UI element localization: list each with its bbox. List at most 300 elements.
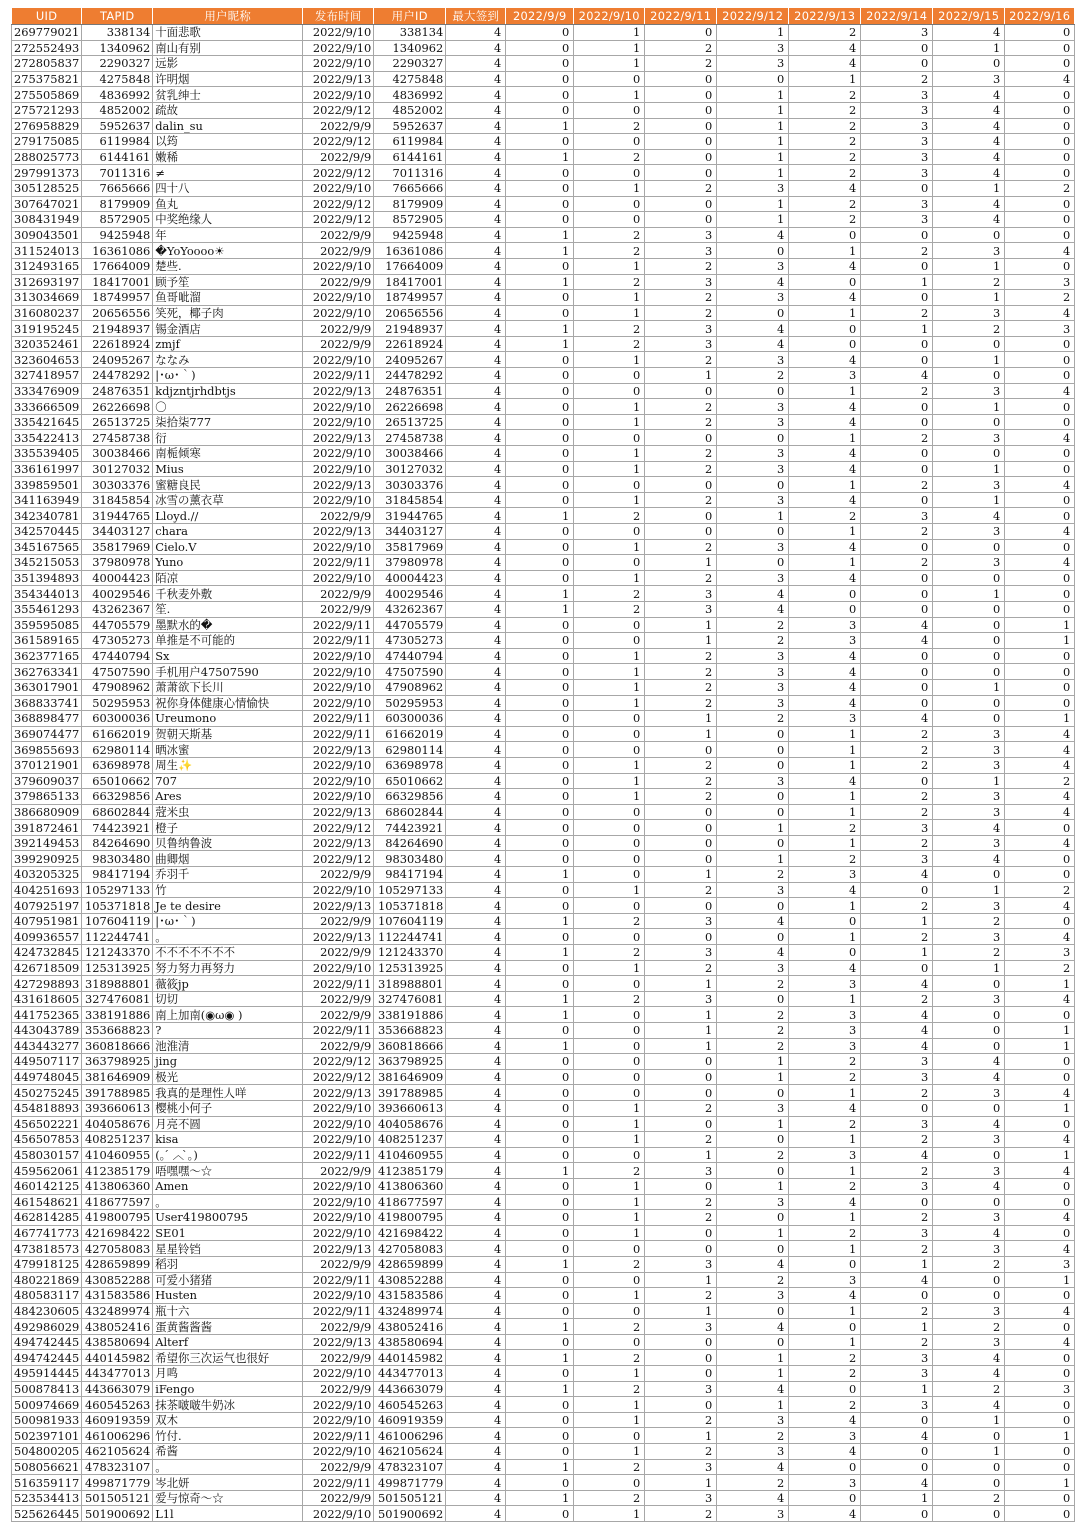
cell-day-0916[interactable]: 0 bbox=[1005, 851, 1075, 867]
cell-user-id[interactable]: 404058676 bbox=[374, 1116, 446, 1132]
cell-user-id[interactable]: 460919359 bbox=[374, 1412, 446, 1428]
table-row[interactable] bbox=[12, 867, 1075, 883]
table-row[interactable] bbox=[12, 835, 1075, 851]
cell-day-0912[interactable]: 1 bbox=[717, 212, 789, 228]
cell-user-id[interactable]: 431583586 bbox=[374, 1288, 446, 1304]
cell-day-0911[interactable]: 1 bbox=[645, 711, 717, 727]
cell-max-sign-in[interactable]: 4 bbox=[446, 446, 506, 462]
cell-publish-time[interactable]: 2022/9/13 bbox=[303, 430, 374, 446]
cell-publish-time[interactable]: 2022/9/11 bbox=[303, 1023, 374, 1039]
cell-day-0914[interactable]: 4 bbox=[861, 1147, 933, 1163]
cell-uid[interactable]: 407925197 bbox=[12, 898, 82, 914]
cell-uid[interactable]: 391872461 bbox=[12, 820, 82, 836]
cell-day-0914[interactable]: 0 bbox=[861, 695, 933, 711]
cell-uid[interactable]: 361589165 bbox=[12, 633, 82, 649]
cell-max-sign-in[interactable]: 4 bbox=[446, 430, 506, 446]
cell-day-0913[interactable]: 2 bbox=[789, 196, 861, 212]
cell-day-0911[interactable]: 0 bbox=[645, 804, 717, 820]
cell-publish-time[interactable]: 2022/9/11 bbox=[303, 1428, 374, 1444]
cell-tapid[interactable]: 24478292 bbox=[82, 368, 153, 384]
cell-day-0915[interactable]: 3 bbox=[933, 524, 1005, 540]
table-row[interactable] bbox=[12, 882, 1075, 898]
table-row[interactable] bbox=[12, 414, 1075, 430]
cell-day-0909[interactable]: 0 bbox=[506, 1303, 574, 1319]
cell-day-0915[interactable]: 4 bbox=[933, 87, 1005, 103]
cell-day-0916[interactable]: 0 bbox=[1005, 196, 1075, 212]
cell-nickname[interactable]: 四十八 bbox=[153, 180, 303, 196]
cell-day-0914[interactable]: 0 bbox=[861, 648, 933, 664]
cell-publish-time[interactable]: 2022/9/9 bbox=[303, 118, 374, 134]
cell-user-id[interactable]: 419800795 bbox=[374, 1210, 446, 1226]
cell-max-sign-in[interactable]: 4 bbox=[446, 1366, 506, 1382]
cell-nickname[interactable]: 不不不不不不不 bbox=[153, 945, 303, 961]
cell-day-0916[interactable]: 0 bbox=[1005, 165, 1075, 181]
cell-uid[interactable]: 316080237 bbox=[12, 305, 82, 321]
cell-day-0909[interactable]: 0 bbox=[506, 1194, 574, 1210]
cell-day-0910[interactable]: 1 bbox=[574, 1178, 645, 1194]
cell-day-0914[interactable]: 2 bbox=[861, 898, 933, 914]
cell-publish-time[interactable]: 2022/9/9 bbox=[303, 1038, 374, 1054]
cell-max-sign-in[interactable]: 4 bbox=[446, 414, 506, 430]
cell-nickname[interactable]: User419800795 bbox=[153, 1210, 303, 1226]
cell-tapid[interactable]: 432489974 bbox=[82, 1303, 153, 1319]
cell-max-sign-in[interactable]: 4 bbox=[446, 633, 506, 649]
cell-day-0913[interactable]: 4 bbox=[789, 1194, 861, 1210]
cell-day-0915[interactable]: 4 bbox=[933, 1178, 1005, 1194]
cell-tapid[interactable]: 393660613 bbox=[82, 1100, 153, 1116]
cell-day-0910[interactable]: 0 bbox=[574, 368, 645, 384]
cell-tapid[interactable]: 8179909 bbox=[82, 196, 153, 212]
cell-day-0915[interactable]: 0 bbox=[933, 414, 1005, 430]
cell-uid[interactable]: 272805837 bbox=[12, 56, 82, 72]
cell-day-0914[interactable]: 2 bbox=[861, 1210, 933, 1226]
cell-publish-time[interactable]: 2022/9/13 bbox=[303, 71, 374, 87]
cell-day-0914[interactable]: 1 bbox=[861, 321, 933, 337]
cell-day-0916[interactable]: 0 bbox=[1005, 867, 1075, 883]
cell-user-id[interactable]: 47440794 bbox=[374, 648, 446, 664]
cell-day-0916[interactable]: 1 bbox=[1005, 1038, 1075, 1054]
cell-day-0910[interactable]: 0 bbox=[574, 524, 645, 540]
cell-day-0916[interactable]: 0 bbox=[1005, 461, 1075, 477]
cell-day-0911[interactable]: 1 bbox=[645, 1023, 717, 1039]
cell-day-0912[interactable]: 3 bbox=[717, 1288, 789, 1304]
cell-publish-time[interactable]: 2022/9/10 bbox=[303, 1116, 374, 1132]
cell-day-0914[interactable]: 4 bbox=[861, 867, 933, 883]
cell-user-id[interactable]: 84264690 bbox=[374, 835, 446, 851]
cell-uid[interactable]: 369855693 bbox=[12, 742, 82, 758]
cell-day-0910[interactable]: 1 bbox=[574, 773, 645, 789]
cell-day-0913[interactable]: 3 bbox=[789, 1475, 861, 1491]
cell-day-0914[interactable]: 2 bbox=[861, 929, 933, 945]
cell-day-0911[interactable]: 1 bbox=[645, 555, 717, 571]
cell-uid[interactable]: 431618605 bbox=[12, 991, 82, 1007]
cell-day-0913[interactable]: 1 bbox=[789, 1085, 861, 1101]
cell-day-0914[interactable]: 4 bbox=[861, 633, 933, 649]
cell-publish-time[interactable]: 2022/9/9 bbox=[303, 586, 374, 602]
cell-tapid[interactable]: 421698422 bbox=[82, 1225, 153, 1241]
table-row[interactable] bbox=[12, 1194, 1075, 1210]
cell-day-0912[interactable]: 0 bbox=[717, 991, 789, 1007]
cell-day-0913[interactable]: 2 bbox=[789, 851, 861, 867]
cell-publish-time[interactable]: 2022/9/9 bbox=[303, 508, 374, 524]
table-row[interactable] bbox=[12, 617, 1075, 633]
cell-uid[interactable]: 404251693 bbox=[12, 882, 82, 898]
cell-day-0915[interactable]: 3 bbox=[933, 835, 1005, 851]
cell-uid[interactable]: 450275245 bbox=[12, 1085, 82, 1101]
cell-day-0911[interactable]: 0 bbox=[645, 118, 717, 134]
cell-day-0910[interactable]: 2 bbox=[574, 991, 645, 1007]
cell-day-0909[interactable]: 1 bbox=[506, 586, 574, 602]
cell-tapid[interactable]: 43262367 bbox=[82, 601, 153, 617]
cell-day-0912[interactable]: 0 bbox=[717, 929, 789, 945]
cell-max-sign-in[interactable]: 4 bbox=[446, 976, 506, 992]
cell-day-0915[interactable]: 0 bbox=[933, 1272, 1005, 1288]
cell-publish-time[interactable]: 2022/9/12 bbox=[303, 212, 374, 228]
cell-day-0911[interactable]: 0 bbox=[645, 102, 717, 118]
cell-day-0912[interactable]: 2 bbox=[717, 711, 789, 727]
cell-day-0914[interactable]: 4 bbox=[861, 711, 933, 727]
table-row[interactable] bbox=[12, 243, 1075, 259]
cell-user-id[interactable]: 18749957 bbox=[374, 290, 446, 306]
cell-day-0914[interactable]: 0 bbox=[861, 180, 933, 196]
cell-day-0911[interactable]: 2 bbox=[645, 789, 717, 805]
cell-day-0910[interactable]: 1 bbox=[574, 570, 645, 586]
cell-nickname[interactable]: zmjf bbox=[153, 336, 303, 352]
cell-tapid[interactable]: 50295953 bbox=[82, 695, 153, 711]
cell-day-0909[interactable]: 0 bbox=[506, 555, 574, 571]
cell-day-0911[interactable]: 2 bbox=[645, 399, 717, 415]
cell-uid[interactable]: 312493165 bbox=[12, 258, 82, 274]
cell-publish-time[interactable]: 2022/9/11 bbox=[303, 555, 374, 571]
cell-user-id[interactable]: 50295953 bbox=[374, 695, 446, 711]
cell-uid[interactable]: 525626445 bbox=[12, 1506, 82, 1522]
cell-uid[interactable]: 319195245 bbox=[12, 321, 82, 337]
cell-day-0915[interactable]: 0 bbox=[933, 711, 1005, 727]
cell-day-0913[interactable]: 1 bbox=[789, 898, 861, 914]
cell-day-0913[interactable]: 1 bbox=[789, 726, 861, 742]
cell-day-0915[interactable]: 0 bbox=[933, 1475, 1005, 1491]
cell-day-0915[interactable]: 0 bbox=[933, 1147, 1005, 1163]
cell-uid[interactable]: 480583117 bbox=[12, 1288, 82, 1304]
table-row[interactable] bbox=[12, 1272, 1075, 1288]
cell-tapid[interactable]: 35817969 bbox=[82, 539, 153, 555]
cell-day-0909[interactable]: 0 bbox=[506, 1428, 574, 1444]
cell-day-0911[interactable]: 2 bbox=[645, 1506, 717, 1522]
cell-day-0913[interactable]: 2 bbox=[789, 1178, 861, 1194]
cell-max-sign-in[interactable]: 4 bbox=[446, 1319, 506, 1335]
cell-nickname[interactable]: ななみ bbox=[153, 352, 303, 368]
cell-user-id[interactable]: 7011316 bbox=[374, 165, 446, 181]
cell-user-id[interactable]: 105297133 bbox=[374, 882, 446, 898]
cell-user-id[interactable]: 5952637 bbox=[374, 118, 446, 134]
cell-day-0915[interactable]: 4 bbox=[933, 196, 1005, 212]
cell-day-0916[interactable]: 0 bbox=[1005, 1459, 1075, 1475]
cell-user-id[interactable]: 40004423 bbox=[374, 570, 446, 586]
cell-day-0909[interactable]: 0 bbox=[506, 461, 574, 477]
cell-day-0915[interactable]: 2 bbox=[933, 321, 1005, 337]
cell-day-0910[interactable]: 0 bbox=[574, 1272, 645, 1288]
cell-user-id[interactable]: 6119984 bbox=[374, 134, 446, 150]
cell-day-0913[interactable]: 0 bbox=[789, 1459, 861, 1475]
cell-publish-time[interactable]: 2022/9/10 bbox=[303, 399, 374, 415]
cell-user-id[interactable]: 121243370 bbox=[374, 945, 446, 961]
table-row[interactable] bbox=[12, 1475, 1075, 1491]
cell-day-0912[interactable]: 1 bbox=[717, 1178, 789, 1194]
cell-tapid[interactable]: 40004423 bbox=[82, 570, 153, 586]
cell-publish-time[interactable]: 2022/9/12 bbox=[303, 196, 374, 212]
cell-day-0910[interactable]: 0 bbox=[574, 102, 645, 118]
cell-tapid[interactable]: 30038466 bbox=[82, 446, 153, 462]
table-row[interactable] bbox=[12, 196, 1075, 212]
cell-max-sign-in[interactable]: 4 bbox=[446, 508, 506, 524]
cell-day-0915[interactable]: 2 bbox=[933, 1319, 1005, 1335]
cell-max-sign-in[interactable]: 4 bbox=[446, 71, 506, 87]
cell-day-0914[interactable]: 0 bbox=[861, 586, 933, 602]
cell-day-0916[interactable]: 4 bbox=[1005, 898, 1075, 914]
cell-day-0911[interactable]: 2 bbox=[645, 664, 717, 680]
cell-nickname[interactable]: jing bbox=[153, 1054, 303, 1070]
cell-day-0915[interactable]: 0 bbox=[933, 1428, 1005, 1444]
cell-day-0911[interactable]: 0 bbox=[645, 212, 717, 228]
cell-tapid[interactable]: 428659899 bbox=[82, 1256, 153, 1272]
cell-day-0913[interactable]: 4 bbox=[789, 679, 861, 695]
cell-day-0910[interactable]: 0 bbox=[574, 134, 645, 150]
cell-day-0913[interactable]: 4 bbox=[789, 446, 861, 462]
cell-day-0910[interactable]: 0 bbox=[574, 835, 645, 851]
cell-day-0913[interactable]: 2 bbox=[789, 1397, 861, 1413]
cell-day-0914[interactable]: 0 bbox=[861, 773, 933, 789]
cell-max-sign-in[interactable]: 4 bbox=[446, 1007, 506, 1023]
cell-day-0909[interactable]: 1 bbox=[506, 1007, 574, 1023]
cell-publish-time[interactable]: 2022/9/9 bbox=[303, 991, 374, 1007]
cell-uid[interactable]: 276958829 bbox=[12, 118, 82, 134]
cell-day-0914[interactable]: 2 bbox=[861, 789, 933, 805]
cell-tapid[interactable]: 327476081 bbox=[82, 991, 153, 1007]
cell-day-0911[interactable]: 2 bbox=[645, 290, 717, 306]
cell-day-0911[interactable]: 0 bbox=[645, 898, 717, 914]
cell-user-id[interactable]: 22618924 bbox=[374, 336, 446, 352]
cell-publish-time[interactable]: 2022/9/13 bbox=[303, 804, 374, 820]
cell-day-0916[interactable]: 1 bbox=[1005, 1428, 1075, 1444]
cell-day-0912[interactable]: 3 bbox=[717, 180, 789, 196]
cell-day-0910[interactable]: 2 bbox=[574, 1381, 645, 1397]
cell-day-0909[interactable]: 0 bbox=[506, 71, 574, 87]
cell-uid[interactable]: 327418957 bbox=[12, 368, 82, 384]
cell-day-0914[interactable]: 3 bbox=[861, 196, 933, 212]
cell-uid[interactable]: 313034669 bbox=[12, 290, 82, 306]
cell-tapid[interactable]: 21948937 bbox=[82, 321, 153, 337]
cell-day-0909[interactable]: 0 bbox=[506, 789, 574, 805]
cell-user-id[interactable]: 30038466 bbox=[374, 446, 446, 462]
cell-day-0913[interactable]: 1 bbox=[789, 71, 861, 87]
cell-day-0915[interactable]: 3 bbox=[933, 929, 1005, 945]
cell-day-0913[interactable]: 1 bbox=[789, 430, 861, 446]
cell-user-id[interactable]: 98417194 bbox=[374, 867, 446, 883]
cell-day-0916[interactable]: 4 bbox=[1005, 804, 1075, 820]
cell-day-0910[interactable]: 2 bbox=[574, 1459, 645, 1475]
cell-nickname[interactable]: ? bbox=[153, 1023, 303, 1039]
cell-uid[interactable]: 504800205 bbox=[12, 1444, 82, 1460]
cell-day-0913[interactable]: 2 bbox=[789, 118, 861, 134]
cell-day-0912[interactable]: 0 bbox=[717, 726, 789, 742]
cell-day-0910[interactable]: 0 bbox=[574, 383, 645, 399]
cell-max-sign-in[interactable]: 4 bbox=[446, 399, 506, 415]
cell-day-0915[interactable]: 1 bbox=[933, 290, 1005, 306]
table-row[interactable] bbox=[12, 913, 1075, 929]
cell-day-0914[interactable]: 3 bbox=[861, 1225, 933, 1241]
cell-day-0910[interactable]: 0 bbox=[574, 711, 645, 727]
cell-day-0911[interactable]: 1 bbox=[645, 726, 717, 742]
cell-max-sign-in[interactable]: 4 bbox=[446, 524, 506, 540]
cell-day-0914[interactable]: 1 bbox=[861, 913, 933, 929]
cell-day-0916[interactable]: 0 bbox=[1005, 399, 1075, 415]
cell-tapid[interactable]: 60300036 bbox=[82, 711, 153, 727]
cell-max-sign-in[interactable]: 4 bbox=[446, 1085, 506, 1101]
cell-uid[interactable]: 275375821 bbox=[12, 71, 82, 87]
cell-publish-time[interactable]: 2022/9/10 bbox=[303, 1444, 374, 1460]
cell-day-0916[interactable]: 0 bbox=[1005, 820, 1075, 836]
cell-uid[interactable]: 269779021 bbox=[12, 25, 82, 41]
cell-uid[interactable]: 345167565 bbox=[12, 539, 82, 555]
cell-nickname[interactable]: 手机用户47507590 bbox=[153, 664, 303, 680]
cell-day-0915[interactable]: 4 bbox=[933, 851, 1005, 867]
cell-tapid[interactable]: 98417194 bbox=[82, 867, 153, 883]
cell-day-0910[interactable]: 2 bbox=[574, 913, 645, 929]
cell-uid[interactable]: 480221869 bbox=[12, 1272, 82, 1288]
cell-day-0915[interactable]: 2 bbox=[933, 1381, 1005, 1397]
cell-uid[interactable]: 355461293 bbox=[12, 601, 82, 617]
cell-tapid[interactable]: 61662019 bbox=[82, 726, 153, 742]
cell-day-0912[interactable]: 0 bbox=[717, 524, 789, 540]
table-row[interactable] bbox=[12, 102, 1075, 118]
cell-tapid[interactable]: 40029546 bbox=[82, 586, 153, 602]
cell-day-0912[interactable]: 4 bbox=[717, 1490, 789, 1506]
cell-day-0909[interactable]: 0 bbox=[506, 1444, 574, 1460]
cell-day-0915[interactable]: 1 bbox=[933, 586, 1005, 602]
cell-day-0910[interactable]: 2 bbox=[574, 274, 645, 290]
table-row[interactable] bbox=[12, 1319, 1075, 1335]
cell-day-0912[interactable]: 2 bbox=[717, 368, 789, 384]
cell-tapid[interactable]: 98303480 bbox=[82, 851, 153, 867]
cell-publish-time[interactable]: 2022/9/11 bbox=[303, 976, 374, 992]
cell-tapid[interactable]: 47440794 bbox=[82, 648, 153, 664]
cell-day-0914[interactable]: 0 bbox=[861, 399, 933, 415]
cell-day-0912[interactable]: 2 bbox=[717, 867, 789, 883]
cell-tapid[interactable]: 44705579 bbox=[82, 617, 153, 633]
cell-day-0909[interactable]: 0 bbox=[506, 1054, 574, 1070]
cell-publish-time[interactable]: 2022/9/11 bbox=[303, 726, 374, 742]
cell-day-0912[interactable]: 0 bbox=[717, 757, 789, 773]
cell-day-0915[interactable]: 3 bbox=[933, 243, 1005, 259]
cell-day-0909[interactable]: 0 bbox=[506, 570, 574, 586]
cell-nickname[interactable]: 双木 bbox=[153, 1412, 303, 1428]
cell-day-0912[interactable]: 0 bbox=[717, 1210, 789, 1226]
cell-nickname[interactable]: 周生✨ bbox=[153, 757, 303, 773]
cell-publish-time[interactable]: 2022/9/10 bbox=[303, 570, 374, 586]
cell-user-id[interactable]: 47305273 bbox=[374, 633, 446, 649]
cell-day-0912[interactable]: 2 bbox=[717, 633, 789, 649]
cell-day-0911[interactable]: 2 bbox=[645, 960, 717, 976]
cell-user-id[interactable]: 60300036 bbox=[374, 711, 446, 727]
cell-day-0916[interactable]: 4 bbox=[1005, 305, 1075, 321]
cell-user-id[interactable]: 16361086 bbox=[374, 243, 446, 259]
cell-publish-time[interactable]: 2022/9/9 bbox=[303, 274, 374, 290]
cell-nickname[interactable]: 。 bbox=[153, 1194, 303, 1210]
cell-day-0914[interactable]: 0 bbox=[861, 492, 933, 508]
cell-tapid[interactable]: 318988801 bbox=[82, 976, 153, 992]
cell-user-id[interactable]: 31944765 bbox=[374, 508, 446, 524]
cell-nickname[interactable]: 池淮清 bbox=[153, 1038, 303, 1054]
cell-day-0916[interactable]: 1 bbox=[1005, 1147, 1075, 1163]
cell-nickname[interactable]: 。 bbox=[153, 929, 303, 945]
cell-day-0915[interactable]: 0 bbox=[933, 227, 1005, 243]
cell-uid[interactable]: 523534413 bbox=[12, 1490, 82, 1506]
cell-day-0916[interactable]: 0 bbox=[1005, 648, 1075, 664]
cell-day-0915[interactable]: 0 bbox=[933, 1007, 1005, 1023]
cell-day-0909[interactable]: 0 bbox=[506, 446, 574, 462]
cell-max-sign-in[interactable]: 4 bbox=[446, 882, 506, 898]
cell-day-0915[interactable]: 3 bbox=[933, 1085, 1005, 1101]
cell-day-0910[interactable]: 1 bbox=[574, 461, 645, 477]
cell-day-0914[interactable]: 0 bbox=[861, 258, 933, 274]
cell-publish-time[interactable]: 2022/9/11 bbox=[303, 711, 374, 727]
cell-day-0912[interactable]: 0 bbox=[717, 71, 789, 87]
cell-day-0911[interactable]: 0 bbox=[645, 1397, 717, 1413]
cell-day-0913[interactable]: 4 bbox=[789, 492, 861, 508]
cell-day-0910[interactable]: 1 bbox=[574, 352, 645, 368]
cell-uid[interactable]: 456502221 bbox=[12, 1116, 82, 1132]
cell-day-0911[interactable]: 0 bbox=[645, 430, 717, 446]
cell-uid[interactable]: 500974669 bbox=[12, 1397, 82, 1413]
cell-day-0915[interactable]: 0 bbox=[933, 617, 1005, 633]
cell-day-0913[interactable]: 2 bbox=[789, 149, 861, 165]
cell-day-0910[interactable]: 1 bbox=[574, 258, 645, 274]
cell-day-0913[interactable]: 1 bbox=[789, 1334, 861, 1350]
cell-tapid[interactable]: 4275848 bbox=[82, 71, 153, 87]
cell-nickname[interactable]: 蒄米虫 bbox=[153, 804, 303, 820]
cell-day-0911[interactable]: 2 bbox=[645, 461, 717, 477]
cell-day-0912[interactable]: 0 bbox=[717, 430, 789, 446]
cell-day-0915[interactable]: 0 bbox=[933, 539, 1005, 555]
cell-user-id[interactable]: 4275848 bbox=[374, 71, 446, 87]
cell-uid[interactable]: 272552493 bbox=[12, 40, 82, 56]
cell-user-id[interactable]: 37980978 bbox=[374, 555, 446, 571]
cell-day-0910[interactable]: 0 bbox=[574, 477, 645, 493]
cell-day-0915[interactable]: 0 bbox=[933, 1194, 1005, 1210]
cell-user-id[interactable]: 30127032 bbox=[374, 461, 446, 477]
cell-day-0909[interactable]: 0 bbox=[506, 368, 574, 384]
cell-day-0910[interactable]: 2 bbox=[574, 601, 645, 617]
cell-uid[interactable]: 479918125 bbox=[12, 1256, 82, 1272]
table-row[interactable] bbox=[12, 1381, 1075, 1397]
cell-day-0912[interactable]: 2 bbox=[717, 976, 789, 992]
cell-day-0912[interactable]: 0 bbox=[717, 1132, 789, 1148]
cell-nickname[interactable]: SE01 bbox=[153, 1225, 303, 1241]
cell-day-0911[interactable]: 2 bbox=[645, 1210, 717, 1226]
cell-uid[interactable]: 409936557 bbox=[12, 929, 82, 945]
cell-day-0915[interactable]: 3 bbox=[933, 1210, 1005, 1226]
cell-user-id[interactable]: 432489974 bbox=[374, 1303, 446, 1319]
cell-publish-time[interactable]: 2022/9/10 bbox=[303, 1397, 374, 1413]
cell-nickname[interactable]: 衍 bbox=[153, 430, 303, 446]
table-row[interactable] bbox=[12, 1397, 1075, 1413]
cell-day-0909[interactable]: 0 bbox=[506, 524, 574, 540]
cell-max-sign-in[interactable]: 4 bbox=[446, 290, 506, 306]
cell-day-0912[interactable]: 3 bbox=[717, 773, 789, 789]
cell-day-0916[interactable]: 0 bbox=[1005, 118, 1075, 134]
cell-day-0914[interactable]: 2 bbox=[861, 555, 933, 571]
cell-tapid[interactable]: 427058083 bbox=[82, 1241, 153, 1257]
